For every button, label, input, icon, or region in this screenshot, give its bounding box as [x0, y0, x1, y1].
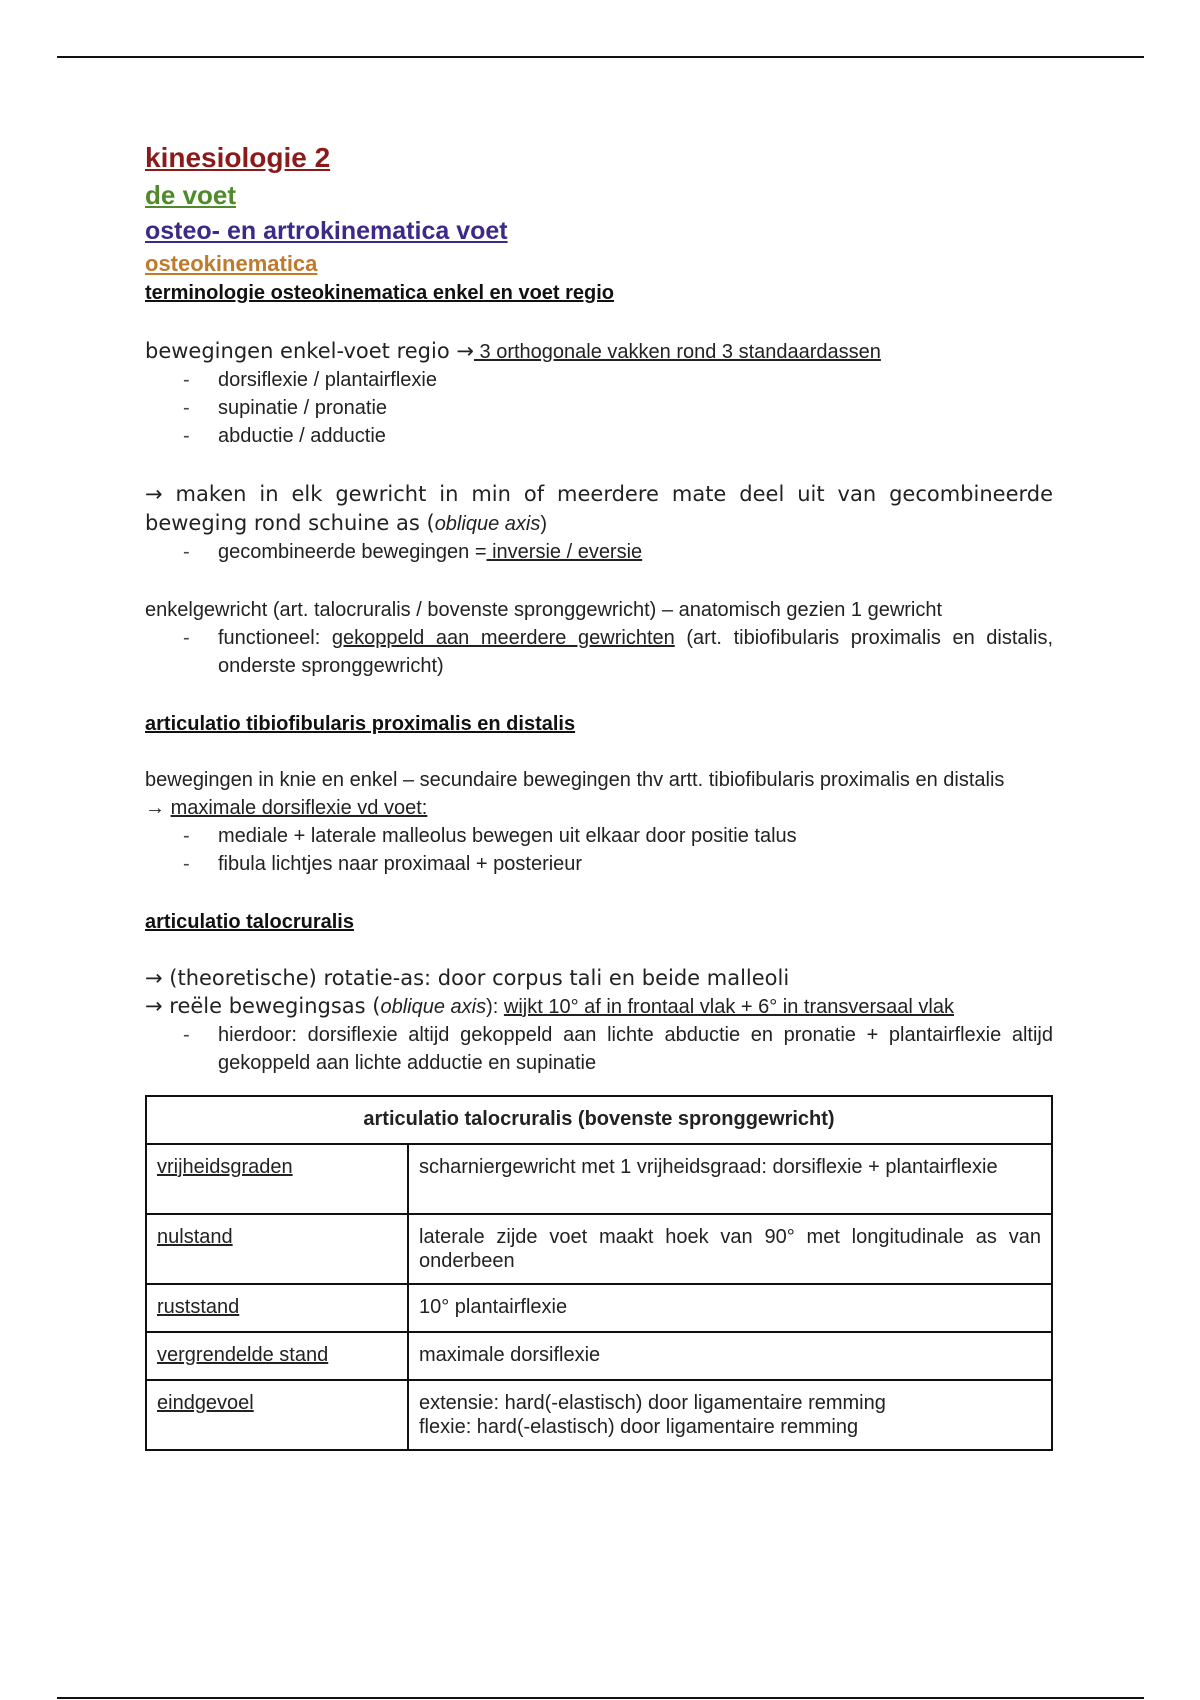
sec1-line-b-italic: oblique axis: [434, 513, 541, 535]
sec4-line-a: → (theoretische) rotatie-as: door corpus tali en beide malleoli: [145, 966, 790, 990]
sec1-bullets-2: [145, 538, 1053, 566]
list-item: - fibula lichtjes naar proximaal + posterieur: [145, 850, 1053, 878]
bullet-text-end: (art. tibiofibularis proximalis en distalis, onderste spronggewricht): [218, 627, 1053, 677]
bullet-text: functioneel:: [218, 627, 332, 649]
heading-osteo-artrokinematica: osteo- en artrokinematica voet: [145, 217, 508, 245]
doc-title: kinesiologie 2: [145, 142, 331, 173]
sec1-line-b-end: ): [540, 513, 547, 535]
document-page: [145, 140, 1053, 1451]
bottom-rule: [57, 1697, 1144, 1699]
heading-de-voet: de voet: [145, 180, 237, 210]
table-header: articulatio talocruralis (bovenste spronggewricht): [146, 1096, 1052, 1144]
sec1-line-a: [145, 337, 1053, 366]
table-row: [146, 1284, 1052, 1332]
table-key: ruststand: [146, 1284, 408, 1332]
table-key: vergrendelde stand: [146, 1332, 408, 1380]
bullet-text: gecombineerde bewegingen =: [218, 541, 487, 563]
heading-tibiofibularis: articulatio tibiofibularis proximalis en distalis: [145, 713, 576, 735]
sec3-arrow-line: [145, 794, 1053, 822]
sec4-line-b-mid: ):: [486, 996, 504, 1018]
heading-talocruralis: articulatio talocruralis: [145, 911, 354, 933]
sec1-bullets: [145, 366, 1053, 450]
table-value-multi: [408, 1380, 1052, 1450]
heading-osteokinematica: osteokinematica: [145, 251, 318, 276]
sec3-line: bewegingen in knie en enkel – secundaire bewegingen thv artt. tibiofibularis proximalis en distalis: [145, 769, 1005, 791]
list-item: [145, 538, 1053, 566]
table-value-line: flexie: hard(-elastisch) door ligamentaire remming: [419, 1416, 859, 1438]
table-row: [146, 1144, 1052, 1214]
table-value: laterale zijde voet maakt hoek van 90° met longitudinale as van onderbeen: [408, 1214, 1052, 1284]
table-row: [146, 1332, 1052, 1380]
sec1-line-b: [145, 480, 1053, 538]
talocruralis-table: [145, 1095, 1053, 1451]
table-row: [146, 1214, 1052, 1284]
list-item: - supinatie / pronatie: [145, 394, 1053, 422]
table-value-line: extensie: hard(-elastisch) door ligamentaire remming: [419, 1392, 886, 1414]
sec4-line-b-underlined: wijkt 10° af in frontaal vlak + 6° in transversaal vlak: [503, 996, 954, 1018]
list-item: [145, 624, 1053, 680]
sec1-line-a-underlined: 3 orthogonale vakken rond 3 standaardassen: [473, 341, 881, 363]
bullet-underlined: gekoppeld aan meerdere gewrichten: [331, 627, 675, 649]
sec4-line-b-text: → reële bewegingsas (: [145, 994, 381, 1018]
table-key: nulstand: [146, 1214, 408, 1284]
list-item: - mediale + laterale malleolus bewegen uit elkaar door positie talus: [145, 822, 1053, 850]
list-item: - abductie / adductie: [145, 422, 1053, 450]
arrow-text: →: [145, 797, 171, 819]
sec4-bullets: [145, 1021, 1053, 1077]
table-value: 10° plantairflexie: [408, 1284, 1052, 1332]
list-item: - hierdoor: dorsiflexie altijd gekoppeld aan lichte abductie en pronatie + plantairflexie altijd gekoppeld aan lichte adductie en supinatie: [145, 1021, 1053, 1077]
sec4-line-b-italic: oblique axis: [380, 996, 487, 1018]
table-value: scharniergewricht met 1 vrijheidsgraad: dorsiflexie + plantairflexie: [408, 1144, 1052, 1214]
arrow-underlined: maximale dorsiflexie vd voet:: [170, 797, 428, 819]
sec2-bullets: [145, 624, 1053, 680]
table-row: [146, 1380, 1052, 1450]
sec2-line: enkelgewricht (art. talocruralis / bovenste spronggewricht) – anatomisch gezien 1 gewricht: [145, 599, 943, 621]
bullet-underlined: inversie / eversie: [486, 541, 643, 563]
top-rule: [57, 56, 1144, 58]
sec1-line-a-text: bewegingen enkel-voet regio →: [145, 339, 474, 363]
table-value: maximale dorsiflexie: [408, 1332, 1052, 1380]
sec3-bullets: [145, 822, 1053, 878]
sec1-line-b-text: → maken in elk gewricht in min of meerdere mate deel uit van gecombineerde beweging rond schuine as (: [145, 482, 1053, 535]
table-key: vrijheidsgraden: [146, 1144, 408, 1214]
table-header-row: [146, 1096, 1052, 1144]
table-key: eindgevoel: [146, 1380, 408, 1450]
list-item: - dorsiflexie / plantairflexie: [145, 366, 1053, 394]
heading-terminologie: terminologie osteokinematica enkel en voet regio: [145, 282, 615, 304]
sec4-line-b: [145, 992, 1053, 1021]
